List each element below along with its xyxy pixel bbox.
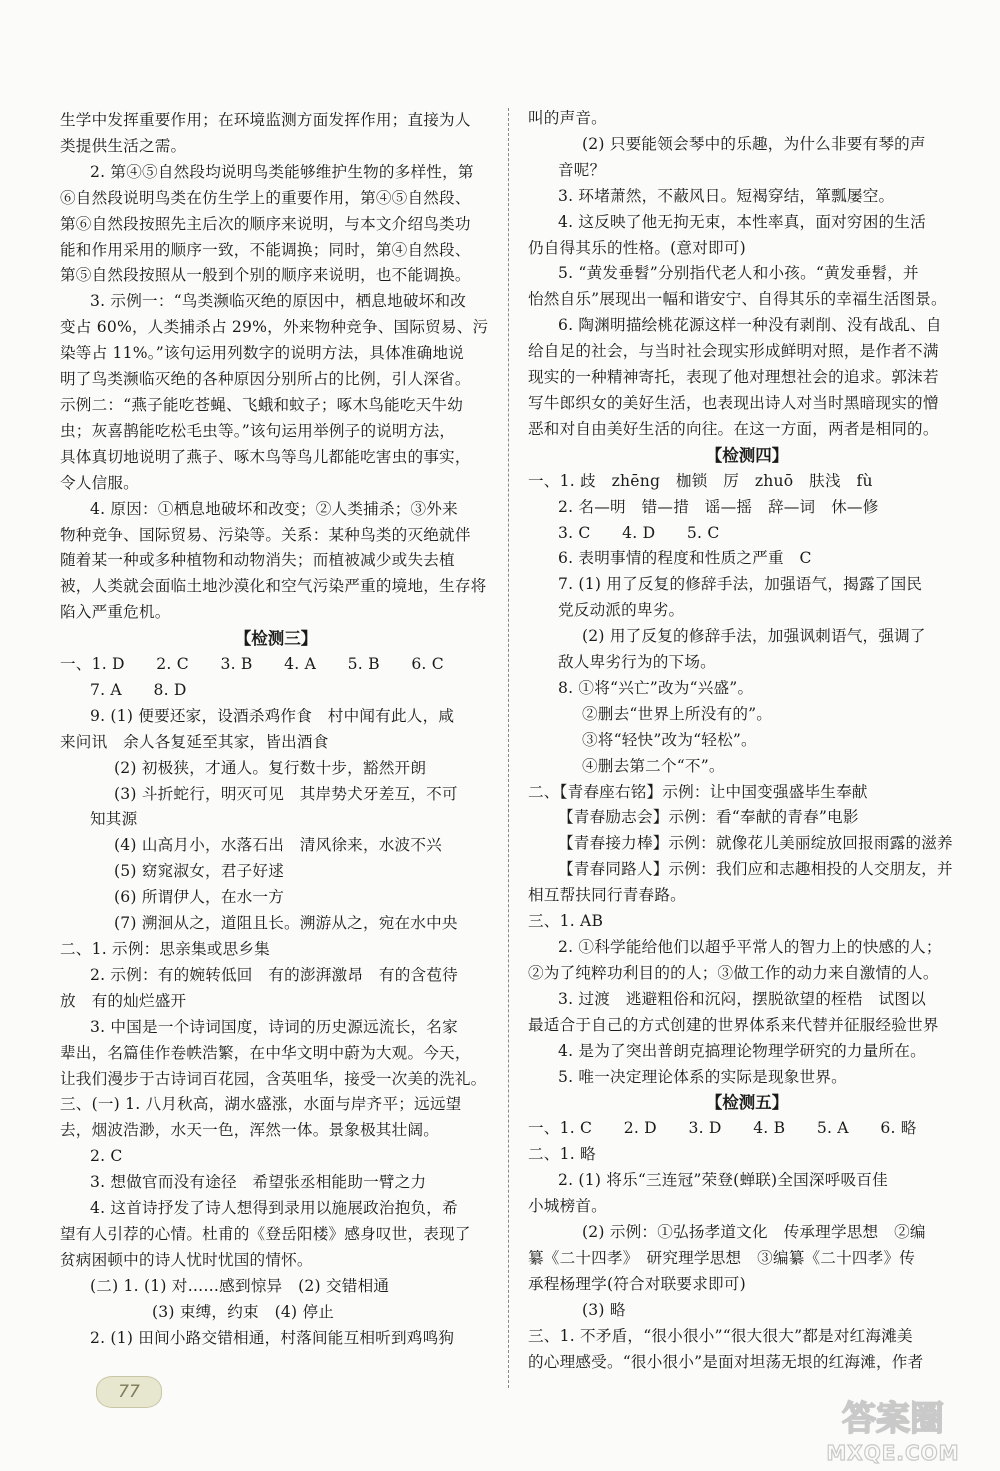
text-line: 辈出，名篇佳作卷帙浩繁，在中华文明中蔚为大观。今天， [60, 1043, 471, 1062]
text-line: 明了鸟类濒临灭绝的各种原因分别所占的比例，引人深省。 [60, 370, 471, 389]
text-line: (7) 溯洄从之，道阻且长。溯游从之，宛在水中央 [114, 914, 458, 933]
text-line: (3) 束缚，约束 (4) 停止 [152, 1302, 335, 1321]
text-line: 最适合于自己的方式创建的世界体系来代替并征服经验世界 [528, 1015, 939, 1034]
text-line: 染等占 11%。”该句运用列数字的说明方法，具体准确地说 [60, 344, 465, 363]
text-line: ⑥自然段说明鸟类在仿生学上的重要作用，第④⑤自然段、 [60, 188, 471, 207]
text-line: 类提供生活之需。 [60, 136, 187, 155]
text-line: 令人信服。 [60, 473, 139, 492]
text-line: 党反动派的卑劣。 [558, 601, 685, 620]
text-line: 相互帮扶同行青春路。 [528, 886, 686, 905]
text-line: 【青春接力棒】示例：就像花儿美丽绽放回报雨露的滋养 [558, 834, 953, 853]
text-line: 8. ①将“兴亡”改为“兴盛”。 [558, 678, 754, 697]
text-line: (2) 示例：①弘扬孝道文化 传承理学思想 ②编 [582, 1222, 926, 1241]
text-line: 敌人卑劣行为的下场。 [558, 653, 716, 672]
text-line: 2. (1) 田间小路交错相通，村落间能互相听到鸡鸣狗 [90, 1328, 455, 1347]
text-line: 3. 过渡 逃避粗俗和沉闷，摆脱欲望的桎梏 试图以 [558, 989, 926, 1008]
text-line: 放 有的灿烂盛开 [60, 991, 187, 1010]
section-heading: 【检测三】 [234, 629, 318, 649]
text-line: 二、1. 略 [528, 1145, 596, 1164]
text-line: 三、1. 不矛盾，“很小很小”“很大很大”都是对红海滩美 [528, 1326, 913, 1345]
text-line: 4. 是为了突出普朗克搞理论物理学研究的力量所在。 [558, 1041, 926, 1060]
watermark-logo [818, 1384, 968, 1468]
text-line: 3. C 4. D 5. C [558, 523, 720, 542]
text-line: 3. 中国是一个诗词国度，诗词的历史源远流长，名家 [90, 1017, 458, 1036]
text-line: 【青春同路人】示例：我们应和志趣相投的人交朋友，并 [558, 860, 953, 879]
text-line: 物种竞争、国际贸易、污染等。关系：某种鸟类的灭绝就伴 [60, 525, 471, 544]
text-line: 三、1. AB [528, 912, 604, 931]
text-line: 3. 想做官而没有途径 希望张丞相能助一臂之力 [90, 1173, 427, 1192]
text-line: 一、1. D 2. C 3. B 4. A 5. B 6. C [60, 655, 444, 674]
text-line: 能和作用采用的顺序一致，不能调换；同时，第④自然段、 [60, 240, 471, 259]
section-heading: 【检测四】 [705, 445, 789, 465]
text-line: 4. 这首诗抒发了诗人想得到录用以施展政治抱负，希 [90, 1199, 458, 1218]
text-line: 3. 环堵萧然，不蔽风日。短褐穿结，箪瓢屡空。 [558, 186, 895, 205]
text-line: 【青春励志会】示例：看“奉献的青春”电影 [558, 808, 859, 827]
text-line: 2. 名—明 错—措 谣—摇 辞—词 休—修 [558, 497, 879, 516]
text-line: 示例二：“燕子能吃苍蝇、飞蛾和蚊子；啄木鸟能吃天牛幼 [60, 395, 464, 414]
text-line: 写牛郎织女的美好生活，也表现出诗人对当时黑暗现实的憎 [528, 393, 939, 412]
text-line: ③将“轻快”改为“轻松”。 [582, 730, 757, 749]
text-line: 随着某一种或多种植物和动物消失；而植被减少或失去植 [60, 551, 455, 570]
text-line: (3) 斗折蛇行，明灭可见 其岸势犬牙差互，不可 [114, 784, 458, 803]
text-line: 6. 表明事情的程度和性质之严重 C [558, 549, 812, 568]
text-line: (6) 所谓伊人，在水一方 [114, 888, 284, 907]
text-line: 7. A 8. D [90, 680, 187, 699]
text-line: 小城榜首。 [528, 1197, 607, 1216]
watermark-text: 答案圈 [842, 1399, 944, 1439]
text-line: 2. ①科学能给他们以超乎平常人的智力上的快感的人； [558, 938, 942, 956]
text-line: 9. (1) 便要还家，设酒杀鸡作食 村中闻有此人，咸 [90, 706, 455, 725]
text-line: 具体真切地说明了燕子、啄木鸟等鸟儿都能吃害虫的事实， [60, 447, 471, 466]
text-line: 二、【青春座右铭】示例：让中国变强盛毕生奉献 [528, 782, 868, 801]
text-line: ②为了纯粹功利目的的人；③做工作的动力来自激情的人。 [528, 963, 939, 982]
text-line: 2. (1) 将乐“三连冠”荣登(蝉联)全国深呼吸百佳 [558, 1171, 888, 1190]
text-line: 承程杨理学(符合对联要求即可) [528, 1274, 746, 1293]
text-line: (2) 用了反复的修辞手法，加强讽刺语气，强调了 [582, 627, 926, 646]
text-line: 4. 这反映了他无拘无束，本性率真，面对穷困的生活 [558, 212, 926, 231]
text-line: 陷入严重危机。 [60, 603, 171, 622]
text-line: 仍自得其乐的性格。(意对即可) [528, 238, 746, 257]
text-line: 5. 唯一决定理论体系的实际是现象世界。 [558, 1067, 847, 1086]
text-line: 恶和对自由美好生活的向往。在这一方面，两者是相同的。 [528, 419, 939, 438]
right-column [528, 106, 966, 1375]
text-line: (2) 初极狭，才通人。复行数十步，豁然开朗 [114, 758, 427, 777]
text-line: 一、1. C 2. D 3. D 4. B 5. A 6. 略 [528, 1119, 917, 1138]
text-line: 4. 原因：①栖息地破坏和改变；②人类捕杀；③外来 [90, 499, 458, 518]
watermark-url: MXQE.COM [826, 1441, 960, 1465]
text-line: 2. 第④⑤自然段均说明鸟类能够维护生物的多样性，第 [90, 162, 474, 181]
text-line: (3) 略 [582, 1300, 626, 1319]
text-line: 被，人类就会面临土地沙漠化和空气污染严重的境地，生存将 [60, 577, 487, 596]
text-line: ④删去第二个“不”。 [582, 756, 725, 775]
text-line: 贫病困顿中的诗人忧时忧国的情怀。 [60, 1250, 313, 1269]
text-line: 变占 60%，人类捕杀占 29%，外来物种竞争、国际贸易、污 [60, 318, 489, 337]
text-line: 现实的一种精神寄托，表现了他对理想社会的追求。郭沫若 [528, 368, 939, 387]
text-line: 二、1. 示例：思亲集或思乡集 [60, 940, 270, 958]
text-line: 叫的声音。 [528, 109, 607, 127]
text-line: (2) 只要能领会琴中的乐趣，为什么非要有琴的声 [582, 134, 926, 153]
text-line: 6. 陶渊明描绘桃花源这样一种没有剥削、没有战乱、自 [558, 316, 942, 335]
text-line: 来问讯 余人各复延至其家，皆出酒食 [60, 732, 329, 751]
text-line: 3. 示例一：“鸟类濒临灭绝的原因中，栖息地破坏和改 [90, 292, 467, 311]
text-line: 音呢？ [558, 160, 606, 179]
text-line: 让我们漫步于古诗词百花园，含英咀华，接受一次美的洗礼。 [60, 1069, 487, 1088]
page-number-badge [96, 1376, 162, 1408]
column-divider [508, 108, 509, 1388]
text-line: 的心理感受。“很小很小”是面对坦荡无垠的红海滩，作者 [528, 1352, 924, 1371]
text-line: 7. (1) 用了反复的修辞手法，加强语气，揭露了国民 [558, 575, 923, 594]
text-line: 2. C [90, 1147, 123, 1166]
text-line: 去，烟波浩渺，水天一色，浑然一体。景象极其壮阔。 [60, 1121, 440, 1140]
text-line: (5) 窈窕淑女，君子好逑 [114, 862, 284, 881]
text-line: 三、(一) 1. 八月秋高，湖水盛涨，水面与岸齐平；远远望 [60, 1095, 462, 1114]
text-line: 给自足的社会，与当时社会现实形成鲜明对照，是作者不满 [528, 342, 939, 361]
section-heading: 【检测五】 [705, 1093, 789, 1113]
text-line: 一、1. 歧 zhēng 枷锁 厉 zhuō 肤浅 fù [528, 471, 873, 490]
text-line: 纂《二十四孝》 研究理学思想 ③编纂《二十四孝》传 [528, 1248, 916, 1267]
text-line: 5. “黄发垂髫”分别指代老人和小孩。“黄发垂髫，并 [558, 264, 919, 283]
left-column [60, 108, 492, 1352]
text-line: (二) 1. (1) 对……感到惊异 (2) 交错相通 [90, 1276, 390, 1295]
page-number: 77 [118, 1382, 140, 1402]
text-line: ②删去“世界上所没有的”。 [582, 704, 773, 723]
text-line: 生学中发挥重要作用；在环境监测方面发挥作用；直接为人 [60, 111, 471, 129]
text-line: 知其源 [90, 810, 138, 829]
text-line: 第⑥自然段按照先主后次的顺序来说明，与本文介绍鸟类功 [60, 214, 471, 233]
text-line: 2. 示例：有的婉转低回 有的澎湃激昂 有的含苞待 [90, 965, 458, 984]
text-line: 虫；灰喜鹊能吃松毛虫等。”该句运用举例子的说明方法， [60, 421, 456, 440]
text-line: 怡然自乐”展现出一幅和谐安宁、自得其乐的幸福生活图景。 [528, 290, 947, 309]
text-line: 第⑤自然段按照从一般到个别的顺序来说明，也不能调换。 [60, 266, 471, 285]
text-line: 望有人引荐的心情。杜甫的《登岳阳楼》感身叹世，表现了 [60, 1224, 471, 1243]
text-line: (4) 山高月小，水落石出 清风徐来，水波不兴 [114, 836, 442, 855]
